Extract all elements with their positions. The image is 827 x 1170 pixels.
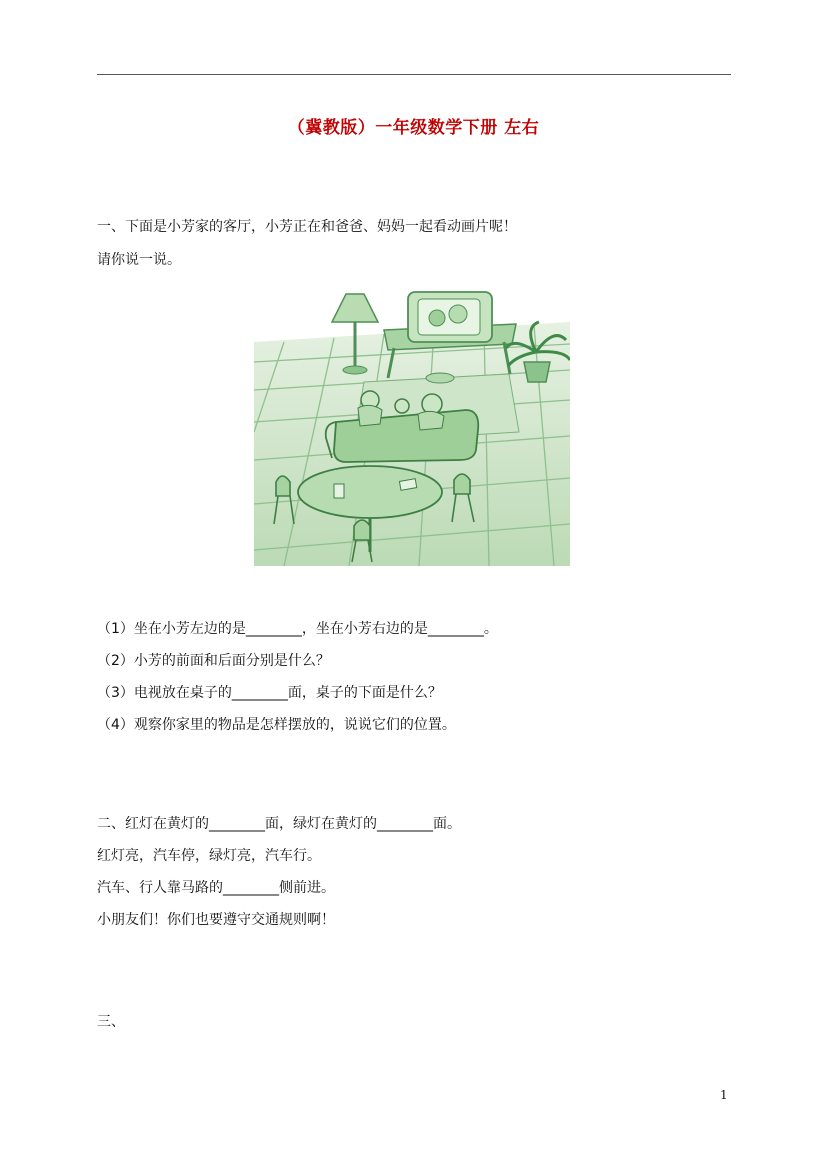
- page-title: （冀教版）一年级数学下册 左右: [287, 118, 540, 138]
- question-4: （4）观察你家里的物品是怎样摆放的，说说它们的位置。: [97, 717, 456, 733]
- section3-label: 三、: [97, 1014, 125, 1030]
- section1-prompt: 请你说一说。: [97, 252, 181, 268]
- question-2: （2）小芳的前面和后面分别是什么？: [97, 653, 330, 669]
- section1-instruction: 一、下面是小芳家的客厅，小芳正在和爸爸、妈妈一起看动画片呢！: [97, 219, 517, 235]
- section2-line-3: 汽车、行人靠马路的________侧前进。: [97, 880, 335, 896]
- question-1: （1）坐在小芳左边的是________，坐在小芳右边的是________。: [97, 621, 498, 637]
- television: [408, 292, 492, 342]
- living-room-illustration: [254, 282, 570, 566]
- question-3: （3）电视放在桌子的________面，桌子的下面是什么？: [97, 685, 442, 701]
- page-number: 1: [720, 1088, 728, 1102]
- section2-line-1: 二、红灯在黄灯的________面，绿灯在黄灯的________面。: [97, 816, 461, 832]
- section2-line-2: 红灯亮，汽车停，绿灯亮，汽车行。: [97, 848, 321, 864]
- section2-line-4: 小朋友们！你们也要遵守交通规则啊！: [97, 912, 335, 928]
- cat: [426, 373, 454, 383]
- header-rule: [97, 74, 731, 75]
